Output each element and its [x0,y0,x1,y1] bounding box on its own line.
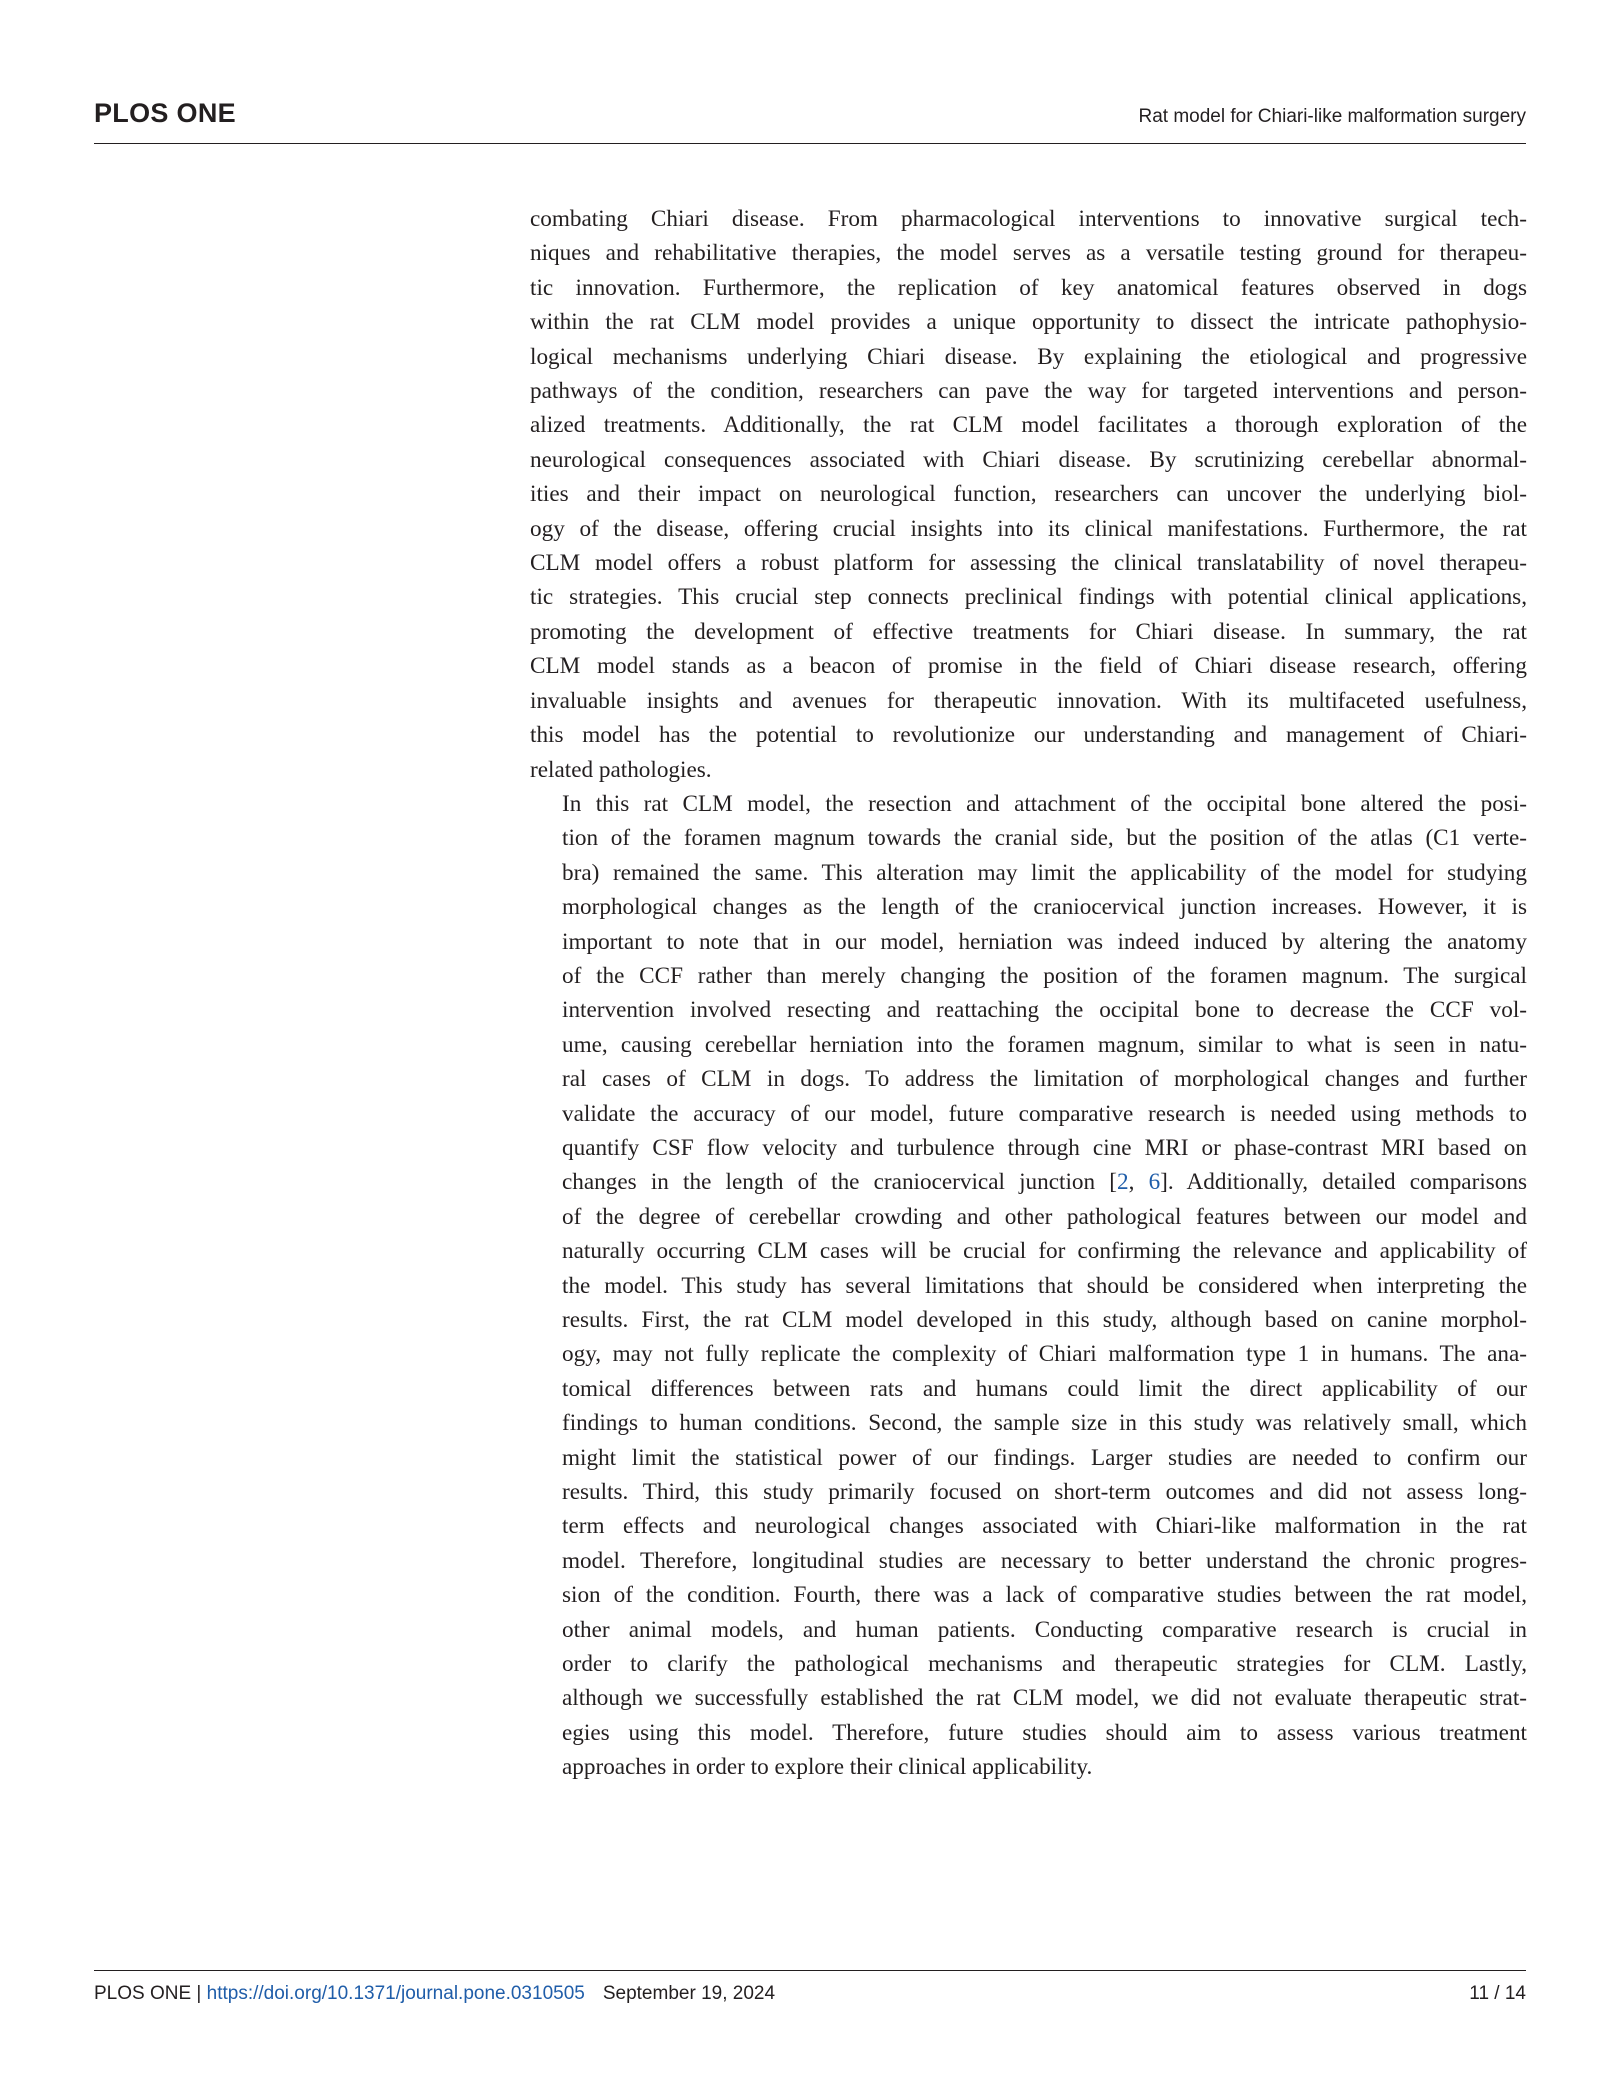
text-line: neurological consequences associated with Chiari disease. By scrutinizing cerebellar abnormal- [530,446,1527,473]
text-line: combating Chiari disease. From pharmacological interventions to innovative surgical tech- [530,206,1527,232]
running-title: Rat model for Chiari-like malformation surgery [1138,106,1526,127]
citation-link-6[interactable]: 6 [1148,1169,1161,1196]
text-line: term effects and neurological changes associated with Chiari-like malformation in the rat [562,1513,1527,1540]
text-line: tic innovation. Furthermore, the replication of key anatomical features observed in dogs [530,274,1527,301]
journal-name: PLOS ONE [94,98,236,128]
paragraph-1 [530,202,1527,787]
text-line: other animal models, and human patients. Conducting comparative research is crucial in [562,1616,1527,1643]
footer-citation [94,1983,775,2005]
text-line: ogy, may not fully replicate the complexity of Chiari malformation type 1 in humans. The ana- [562,1341,1527,1368]
text-line: results. Third, this study primarily focused on short-term outcomes and did not assess long- [562,1479,1527,1506]
text-line: promoting the development of effective treatments for Chiari disease. In summary, the rat [530,618,1527,645]
text-line: approaches in order to explore their clinical applicability. [562,1754,1093,1781]
text-line: morphological changes as the length of the craniocervical junction increases. However, it is [562,894,1527,921]
text-line: pathways of the condition, researchers can pave the way for targeted interventions and person- [530,378,1527,405]
text-line: invaluable insights and avenues for therapeutic innovation. With its multifaceted usefulness, [530,687,1527,714]
text-line: tic strategies. This crucial step connects preclinical findings with potential clinical applications, [530,584,1527,611]
publication-date: September 19, 2024 [602,1983,776,2004]
text-line: model. Therefore, longitudinal studies are necessary to better understand the chronic progres- [562,1547,1527,1574]
text-line: In this rat CLM model, the resection and attachment of the occipital bone altered the posi- [562,790,1527,817]
text-line: niques and rehabilitative therapies, the model serves as a versatile testing ground for therapeu- [530,240,1527,267]
text-line: the model. This study has several limitations that should be considered when interpreting the [562,1272,1527,1299]
text-line: of the CCF rather than merely changing the position of the foramen magnum. The surgical [562,962,1527,989]
citation-separator: , [1128,1169,1149,1196]
text-line: validate the accuracy of our model, future comparative research is needed using methods to [562,1100,1527,1127]
text-line: CLM model stands as a beacon of promise in the field of Chiari disease research, offering [530,653,1527,680]
text-line: ume, causing cerebellar herniation into the foramen magnum, similar to what is seen in natu- [562,1031,1527,1058]
text-line: related pathologies. [530,756,712,783]
text-line: intervention involved resecting and reattaching the occipital bone to decrease the CCF vol- [562,997,1527,1024]
citation-link-2[interactable]: 2 [1117,1169,1129,1196]
footer-journal: PLOS ONE | [94,1983,202,2004]
text-line: this model has the potential to revolutionize our understanding and management of Chiari- [530,722,1527,749]
text-line: naturally occurring CLM cases will be crucial for confirming the relevance and applicability of [562,1238,1527,1265]
text-line: ogy of the disease, offering crucial insights into its clinical manifestations. Furthermore, the rat [530,515,1527,542]
page-number: 11 / 14 [1469,1983,1526,2004]
text-line: findings to human conditions. Second, the sample size in this study was relatively small, which [562,1410,1527,1437]
text-line: quantify CSF flow velocity and turbulence through cine MRI or phase-contrast MRI based on [562,1134,1527,1161]
text-line: important to note that in our model, herniation was indeed induced by altering the anatomy [562,928,1527,955]
text-line: although we successfully established the rat CLM model, we did not evaluate therapeutic strat- [562,1685,1527,1712]
text-line: bra) remained the same. This alteration may limit the applicability of the model for studying [562,859,1527,886]
text-line: results. First, the rat CLM model developed in this study, although based on canine morphol- [562,1307,1527,1333]
citation-line-end: ]. Additionally, detailed comparisons [1160,1169,1527,1196]
citation-line [530,1165,1527,1199]
article-body [530,202,1527,1785]
text-line: logical mechanisms underlying Chiari disease. By explaining the etiological and progressive [530,343,1527,370]
citation-line-start: changes in the length of the craniocervical junction [ [562,1169,1117,1196]
text-line: order to clarify the pathological mechanisms and therapeutic strategies for CLM. Lastly, [562,1651,1527,1678]
footer-rule [94,1970,1526,1971]
page-footer [94,1983,1526,2013]
doi-link[interactable]: https://doi.org/10.1371/journal.pone.0310505 [206,1983,585,2004]
text-line: within the rat CLM model provides a unique opportunity to dissect the intricate pathophysio- [530,309,1527,336]
paragraph-2 [530,787,1527,1785]
text-line: of the degree of cerebellar crowding and other pathological features between our model and [562,1203,1527,1230]
text-line: alized treatments. Additionally, the rat CLM model facilitates a thorough exploration of the [530,412,1527,439]
text-line: ities and their impact on neurological function, researchers can uncover the underlying biol- [530,481,1527,508]
text-line: egies using this model. Therefore, future studies should aim to assess various treatment [562,1719,1527,1746]
page-header [94,98,1526,144]
text-line: tomical differences between rats and humans could limit the direct applicability of our [562,1375,1527,1402]
text-line: CLM model offers a robust platform for assessing the clinical translatability of novel therapeu- [530,550,1527,577]
text-line: sion of the condition. Fourth, there was a lack of comparative studies between the rat model, [562,1582,1527,1609]
text-line: ral cases of CLM in dogs. To address the limitation of morphological changes and further [562,1066,1527,1093]
header-rule [94,143,1526,144]
text-line: tion of the foramen magnum towards the cranial side, but the position of the atlas (C1 verte- [562,825,1527,852]
text-line: might limit the statistical power of our findings. Larger studies are needed to confirm our [562,1444,1527,1471]
